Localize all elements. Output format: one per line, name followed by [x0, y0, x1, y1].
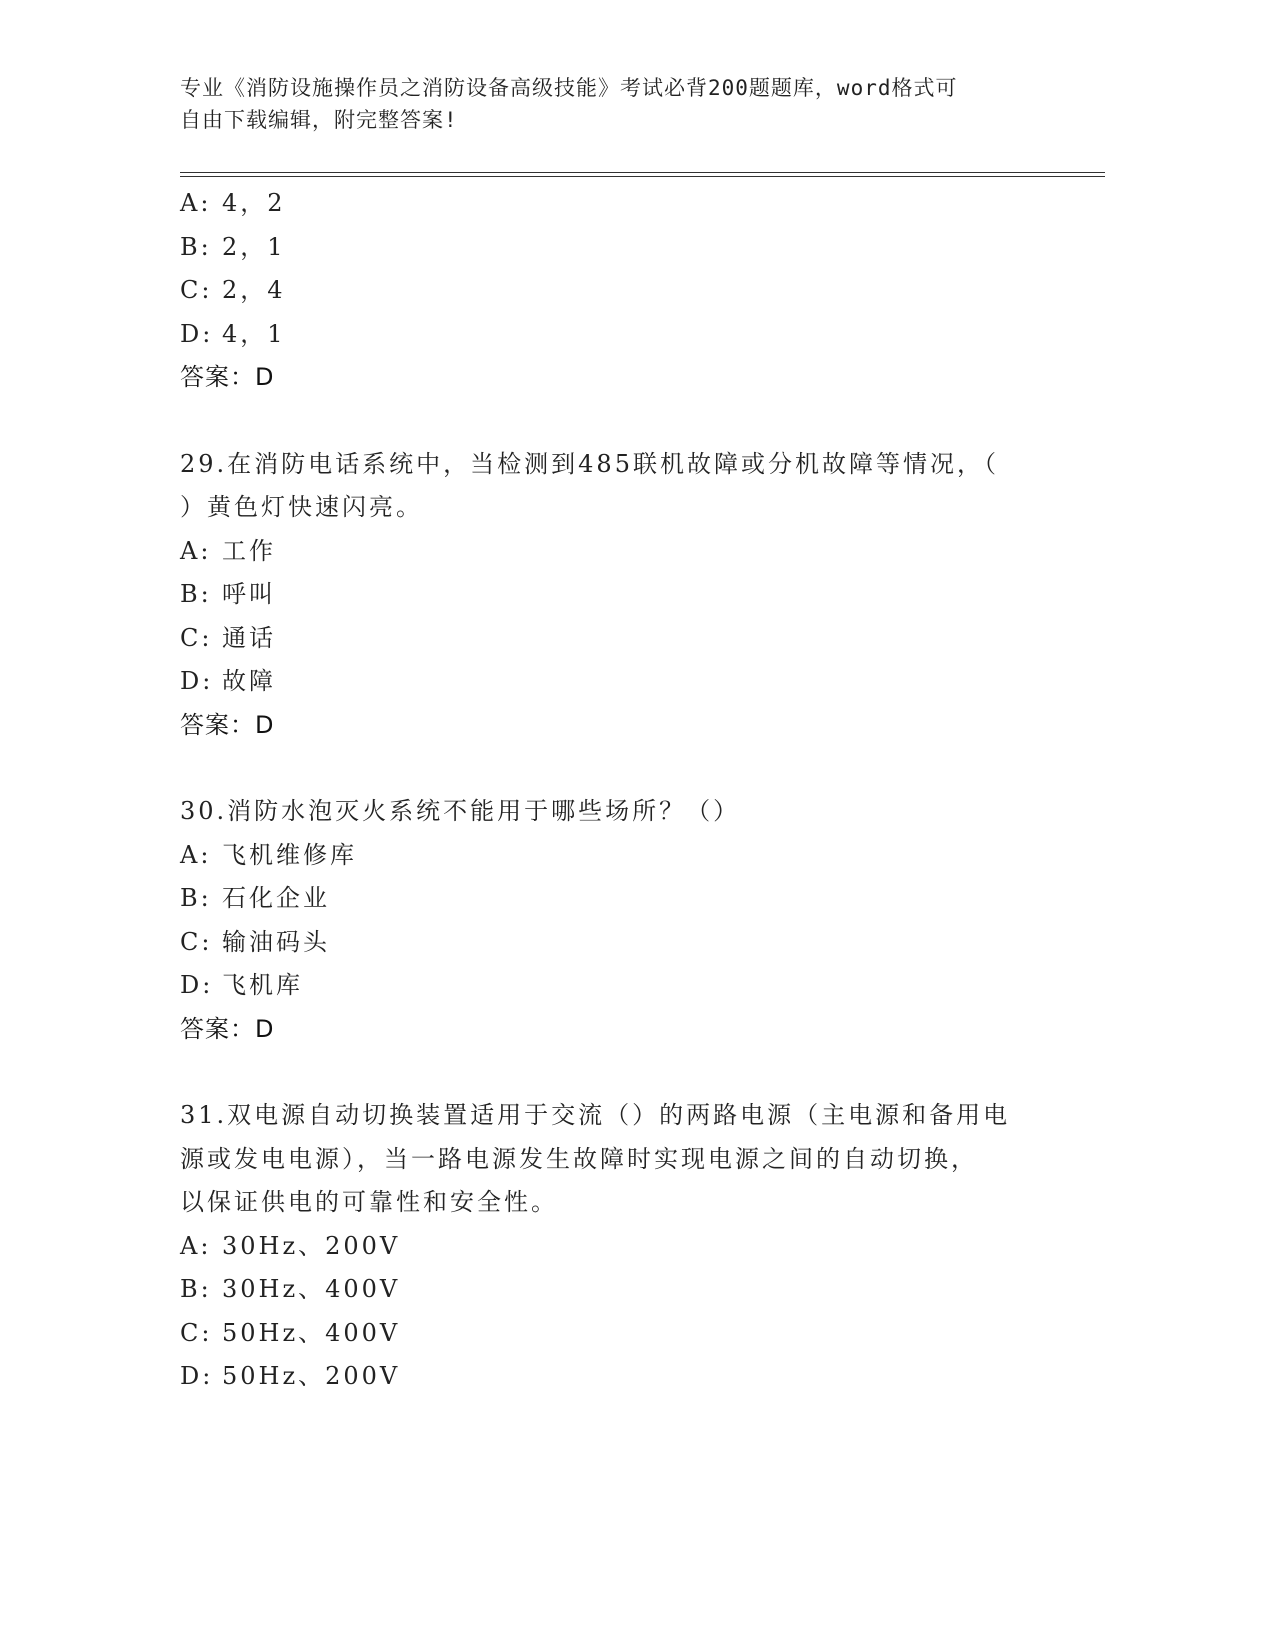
option-text: 通话 — [222, 623, 276, 652]
option-label: C: — [180, 276, 213, 304]
option-text: 工作 — [222, 536, 276, 565]
option-text: 2，1 — [222, 232, 286, 261]
answer-line: 答案：D — [180, 710, 275, 739]
option-label: B: — [180, 580, 212, 608]
option-label: A: — [180, 1231, 212, 1260]
option-a — [180, 1225, 1040, 1269]
document-header — [180, 72, 1040, 136]
option-b — [180, 573, 1040, 617]
option-label: B: — [180, 1275, 212, 1303]
option-c — [180, 921, 1040, 965]
question-stem-line: ）黄色灯快速闪亮。 — [180, 493, 423, 521]
header-rule-bottom — [180, 176, 1105, 177]
question-list — [180, 182, 1040, 1399]
option-a — [180, 530, 1040, 574]
option-d — [180, 660, 1040, 704]
question-28 — [180, 182, 1040, 400]
option-text: 30Hz、200V — [222, 1231, 401, 1260]
option-label: C: — [180, 1318, 213, 1347]
option-text: 4，1 — [222, 319, 286, 348]
header-rule-top — [180, 172, 1105, 173]
option-label: A: — [180, 840, 212, 869]
option-label: D: — [180, 319, 214, 348]
question-stem-line: 源或发电电源），当一路电源发生故障时实现电源之间的自动切换， — [180, 1144, 978, 1173]
option-text: 4，2 — [222, 189, 286, 217]
option-text: 50Hz、200V — [222, 1362, 401, 1390]
option-c — [180, 1312, 1040, 1356]
option-label: B: — [180, 884, 212, 912]
option-text: 飞机维修库 — [222, 840, 357, 869]
option-d — [180, 1355, 1040, 1399]
question-stem-line: 31.双电源自动切换装置适用于交流（）的两路电源（主电源和备用电 — [180, 1101, 1011, 1129]
option-text: 飞机库 — [222, 971, 303, 999]
option-a — [180, 834, 1040, 878]
option-label: D: — [180, 1362, 214, 1390]
option-label: D: — [180, 971, 214, 999]
option-b — [180, 226, 1040, 270]
question-stem-line: 30.消防水泡灭火系统不能用于哪些场所？（） — [180, 797, 741, 825]
answer-line: 答案：D — [180, 1014, 275, 1043]
option-c — [180, 269, 1040, 313]
question-stem-line: 以保证供电的可靠性和安全性。 — [180, 1188, 558, 1216]
option-b — [180, 877, 1040, 921]
option-label: B: — [180, 232, 212, 261]
option-label: D: — [180, 667, 214, 695]
header-line-2: 自由下载编辑，附完整答案! — [180, 108, 458, 132]
option-c — [180, 617, 1040, 661]
option-label: C: — [180, 927, 213, 956]
question-31 — [180, 1094, 1040, 1399]
option-text: 输油码头 — [222, 927, 330, 956]
header-line-1: 专业《消防设施操作员之消防设备高级技能》考试必背200题题库，word格式可 — [180, 76, 958, 100]
question-stem-line: 29.在消防电话系统中，当检测到485联机故障或分机故障等情况，（ — [180, 449, 999, 478]
option-text: 2，4 — [222, 276, 286, 304]
question-29 — [180, 443, 1040, 748]
option-label: A: — [180, 536, 212, 565]
option-a — [180, 182, 1040, 226]
answer-line: 答案：D — [180, 363, 275, 391]
option-d — [180, 313, 1040, 357]
option-label: A: — [180, 189, 212, 217]
option-text: 50Hz、400V — [222, 1318, 401, 1347]
option-text: 故障 — [222, 667, 276, 695]
option-d — [180, 964, 1040, 1008]
option-label: C: — [180, 623, 213, 652]
option-text: 30Hz、400V — [222, 1275, 401, 1303]
option-text: 呼叫 — [222, 580, 276, 608]
option-text: 石化企业 — [222, 884, 330, 912]
question-30 — [180, 790, 1040, 1051]
option-b — [180, 1268, 1040, 1312]
